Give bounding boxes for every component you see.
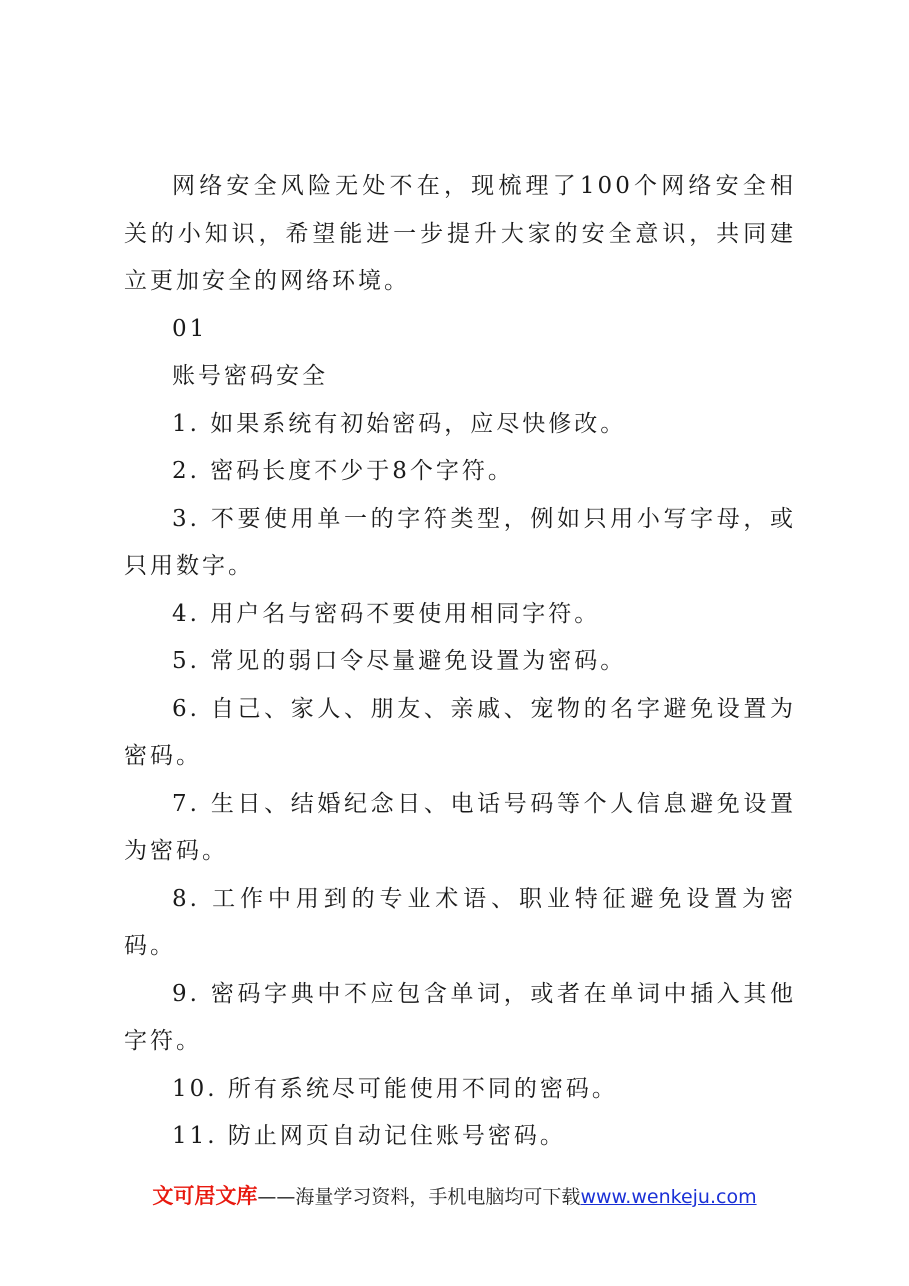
- list-item: 1. 如果系统有初始密码，应尽快修改。: [172, 410, 627, 437]
- list-item: 4. 用户名与密码不要使用相同字符。: [172, 600, 601, 627]
- list-item: 2. 密码长度不少于8个字符。: [172, 458, 514, 484]
- footer-slogan: ——海量学习资料，手机电脑均可下载: [257, 1186, 581, 1208]
- intro-paragraph: 网络安全风险无处不在，现梳理了100个网络安全相关的小知识，希望能进一步提升大家的安全意识，共同建立更加安全的网络环境。: [124, 173, 796, 294]
- list-item: 6. 自己、家人、朋友、亲戚、宠物的名字避免设置为密码。: [124, 695, 796, 769]
- footer-brand: 文可居文库: [152, 1184, 258, 1208]
- section-heading: 账号密码安全: [172, 363, 328, 389]
- document-body: [124, 163, 796, 1161]
- section-number: 01: [172, 315, 208, 342]
- list-item: 3. 不要使用单一的字符类型，例如只用小写字母，或只用数字。: [124, 505, 796, 579]
- list-item: 9. 密码字典中不应包含单词，或者在单词中插入其他字符。: [124, 980, 796, 1054]
- page-footer: [0, 1181, 909, 1212]
- list-item: 5. 常见的弱口令尽量避免设置为密码。: [172, 648, 627, 674]
- list-item: 10. 所有系统尽可能使用不同的密码。: [172, 1075, 618, 1102]
- footer-url-link[interactable]: www.wenkeju.com: [580, 1186, 757, 1208]
- list-item: 8. 工作中用到的专业术语、职业特征避免设置为密码。: [124, 885, 796, 959]
- list-item: 11. 防止网页自动记住账号密码。: [172, 1123, 566, 1149]
- list-item: 7. 生日、结婚纪念日、电话号码等个人信息避免设置为密码。: [124, 790, 796, 864]
